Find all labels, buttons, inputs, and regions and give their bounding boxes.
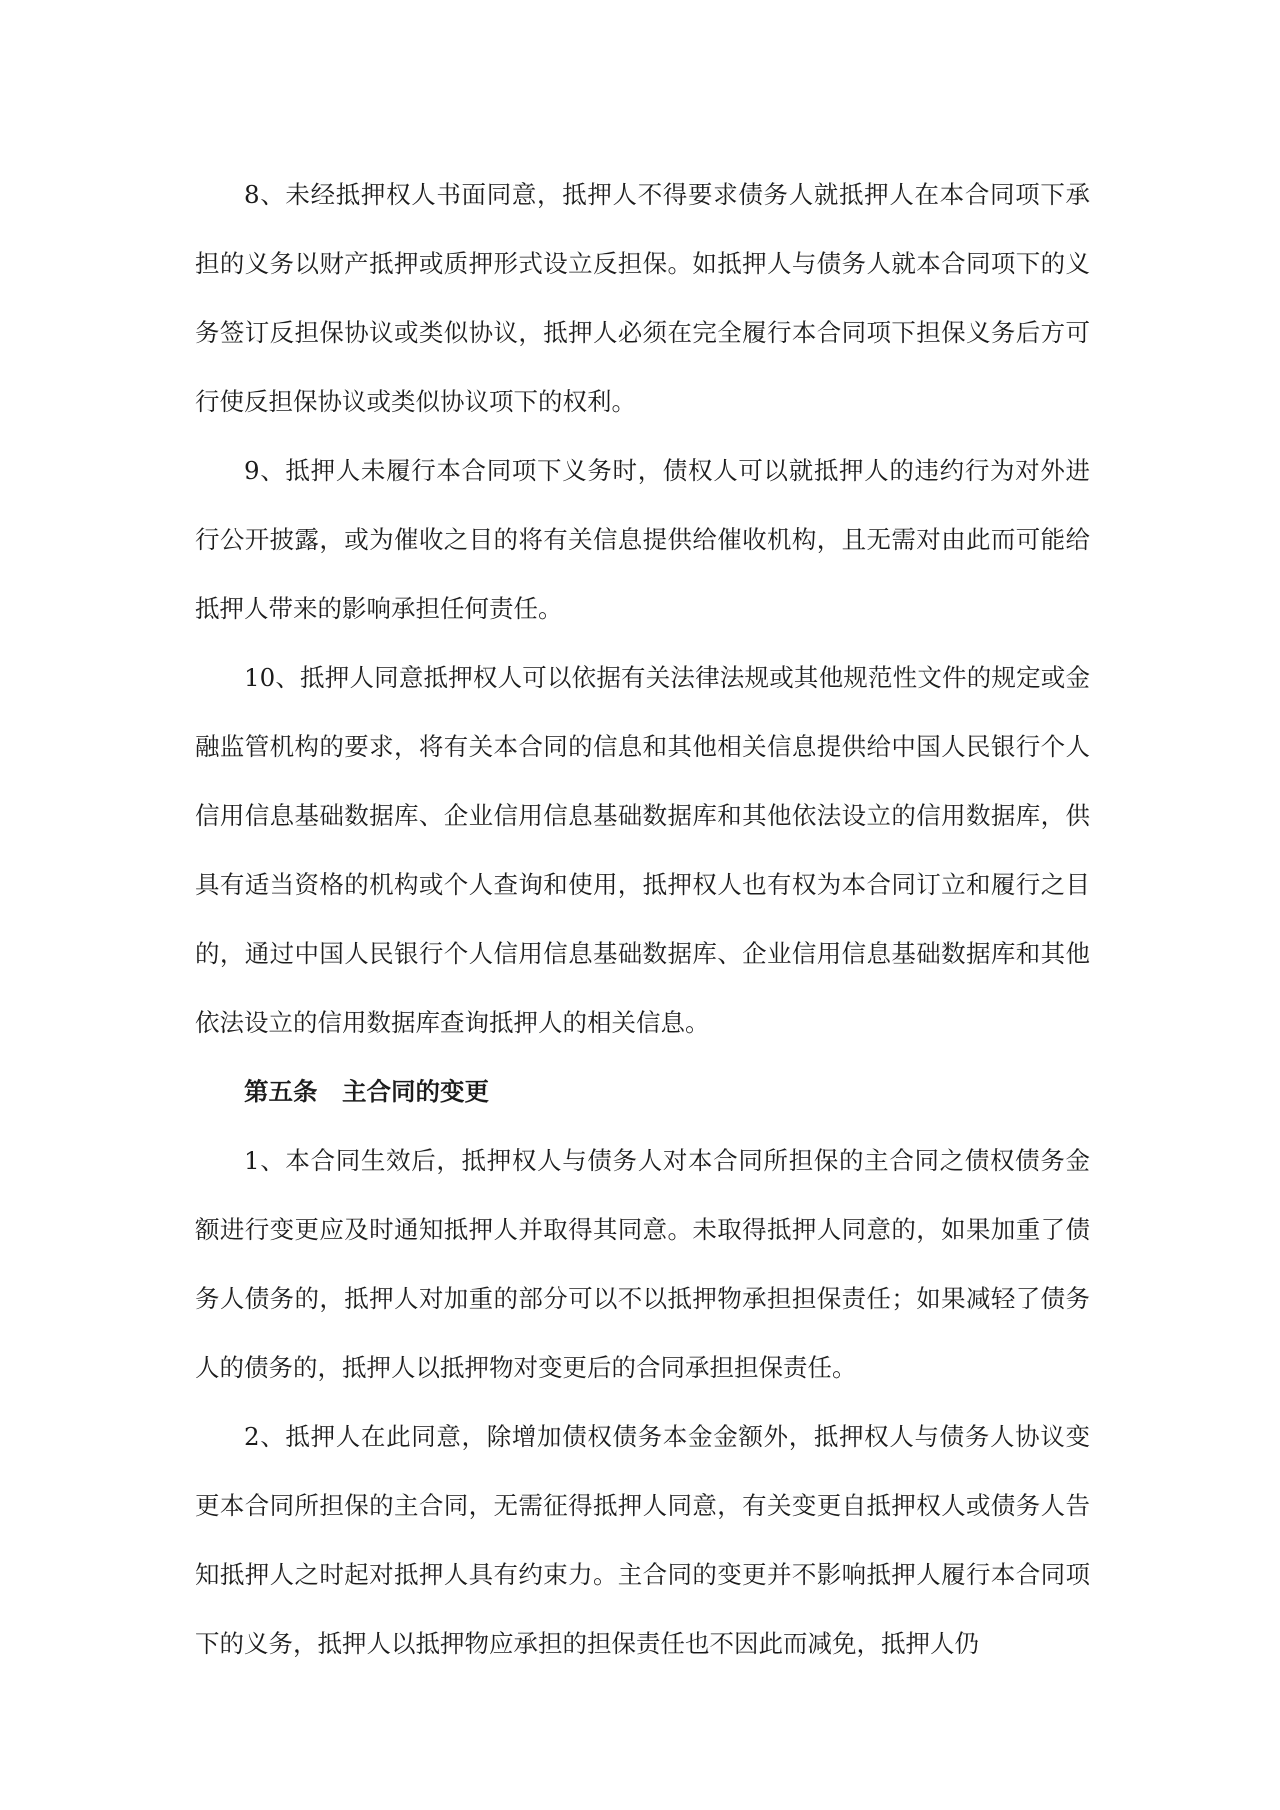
article-5-clause-2-paragraph: 2、抵押人在此同意，除增加债权债务本金金额外，抵押权人与债务人协议变更本合同所担保的主合同，无需征得抵押人同意，有关变更自抵押权人或债务人告知抵押人之时起对抵押人具有约束力。主合同的变更并不影响抵押人履行本合同项下的义务，抵押人以抵押物应承担的担保责任也不因此而减免，抵押人仍	[195, 1422, 1090, 1658]
document-body	[195, 160, 1090, 1678]
clause-8-paragraph: 8、未经抵押权人书面同意，抵押人不得要求债务人就抵押人在本合同项下承担的义务以财产抵押或质押形式设立反担保。如抵押人与债务人就本合同项下的义务签订反担保协议或类似协议，抵押人必须在完全履行本合同项下担保义务后方可行使反担保协议或类似协议项下的权利。	[195, 180, 1090, 416]
clause-9-paragraph: 9、抵押人未履行本合同项下义务时，债权人可以就抵押人的违约行为对外进行公开披露，或为催收之目的将有关信息提供给催收机构，且无需对由此而可能给抵押人带来的影响承担任何责任。	[195, 456, 1090, 623]
clause-10-paragraph: 10、抵押人同意抵押权人可以依据有关法律法规或其他规范性文件的规定或金融监管机构的要求，将有关本合同的信息和其他相关信息提供给中国人民银行个人信用信息基础数据库、企业信用信息基础数据库和其他依法设立的信用数据库，供具有适当资格的机构或个人查询和使用，抵押权人也有权为本合同订立和履行之目的，通过中国人民银行个人信用信息基础数据库、企业信用信息基础数据库和其他依法设立的信用数据库查询抵押人的相关信息。	[195, 663, 1090, 1037]
article-5-clause-1-paragraph: 1、本合同生效后，抵押权人与债务人对本合同所担保的主合同之债权债务金额进行变更应及时通知抵押人并取得其同意。未取得抵押人同意的，如果加重了债务人债务的，抵押人对加重的部分可以不以抵押物承担担保责任；如果减轻了债务人的债务的，抵押人以抵押物对变更后的合同承担担保责任。	[195, 1146, 1090, 1382]
article-5-heading: 第五条 主合同的变更	[244, 1077, 489, 1106]
